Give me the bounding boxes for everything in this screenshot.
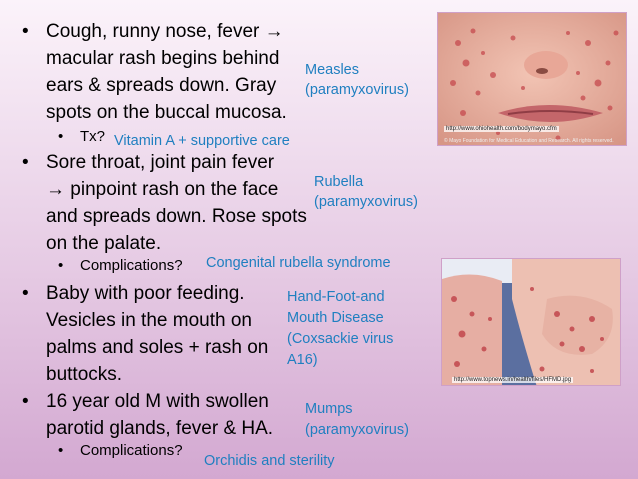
bullet-hfmd-line-1: Baby with poor feeding.: [46, 283, 245, 304]
hfmd-image-source[interactable]: http://www.topnews.in/health/files/HFMD.jpg: [454, 377, 572, 383]
mumps-complications-answer: Orchidis and sterility: [204, 453, 335, 469]
bullet-measles-line-1: Cough, runny nose, fever →: [46, 21, 284, 42]
sub-bullet-glyph: •: [58, 128, 64, 145]
bullet-rubella-line-1: Sore throat, joint pain fever: [46, 152, 275, 173]
bullet-glyph: •: [22, 21, 29, 42]
note-hfmd-line-2: Mouth Disease: [287, 310, 384, 326]
note-measles-name: Measles: [305, 62, 359, 78]
note-hfmd-line-3: (Coxsackie virus: [287, 331, 394, 347]
bullet-hfmd-line-4: buttocks.: [46, 364, 123, 385]
bullet-glyph: •: [22, 283, 29, 304]
bullet-rubella-line-2: → pinpoint rash on the face: [46, 179, 279, 200]
measles-treatment-question: Tx?: [80, 128, 106, 145]
measles-treatment-answer: Vitamin A + supportive care: [114, 133, 290, 149]
bullet-hfmd-line-3: palms and soles + rash on: [46, 337, 269, 358]
note-measles-virus: (paramyxovirus): [305, 82, 409, 98]
bullet-glyph: •: [22, 391, 29, 412]
note-mumps-virus: (paramyxovirus): [305, 422, 409, 438]
note-hfmd-line-4: A16): [287, 352, 318, 368]
bullet-rubella-line-4: on the palate.: [46, 233, 162, 254]
sub-bullet-glyph: •: [58, 257, 64, 274]
bullet-hfmd-line-2: Vesicles in the mouth on: [46, 310, 252, 331]
hfmd-rash-image: [442, 259, 621, 386]
rubella-complications-question: Complications?: [80, 257, 183, 274]
note-rubella-virus: (paramyxovirus): [314, 194, 418, 210]
note-hfmd-line-1: Hand-Foot-and: [287, 289, 385, 305]
bullet-rubella-line-3: and spreads down. Rose spots: [46, 206, 307, 227]
sub-bullet-glyph: •: [58, 442, 64, 459]
bullet-mumps-line-2: parotid glands, fever & HA.: [46, 418, 274, 439]
hfmd-rash-photo: [441, 258, 621, 386]
mumps-complications-question: Complications?: [80, 442, 183, 459]
bullet-glyph: •: [22, 152, 29, 173]
note-mumps-name: Mumps: [305, 401, 353, 417]
bullet-measles-line-2: macular rash begins behind: [46, 48, 280, 69]
bullet-measles-line-3: ears & spreads down. Gray: [46, 75, 277, 96]
note-rubella-name: Rubella: [314, 174, 364, 190]
measles-rash-photo: [437, 12, 627, 146]
measles-image-watermark: © Mayo Foundation for Medical Education and Research. All rights reserved.: [444, 138, 614, 144]
bullet-mumps-line-1: 16 year old M with swollen: [46, 391, 269, 412]
measles-image-source[interactable]: http://www.ohiohealth.com/bodymayo.cfm: [446, 126, 557, 132]
rubella-complications-answer: Congenital rubella syndrome: [206, 255, 391, 271]
bullet-measles-line-4: spots on the buccal mucosa.: [46, 102, 287, 123]
